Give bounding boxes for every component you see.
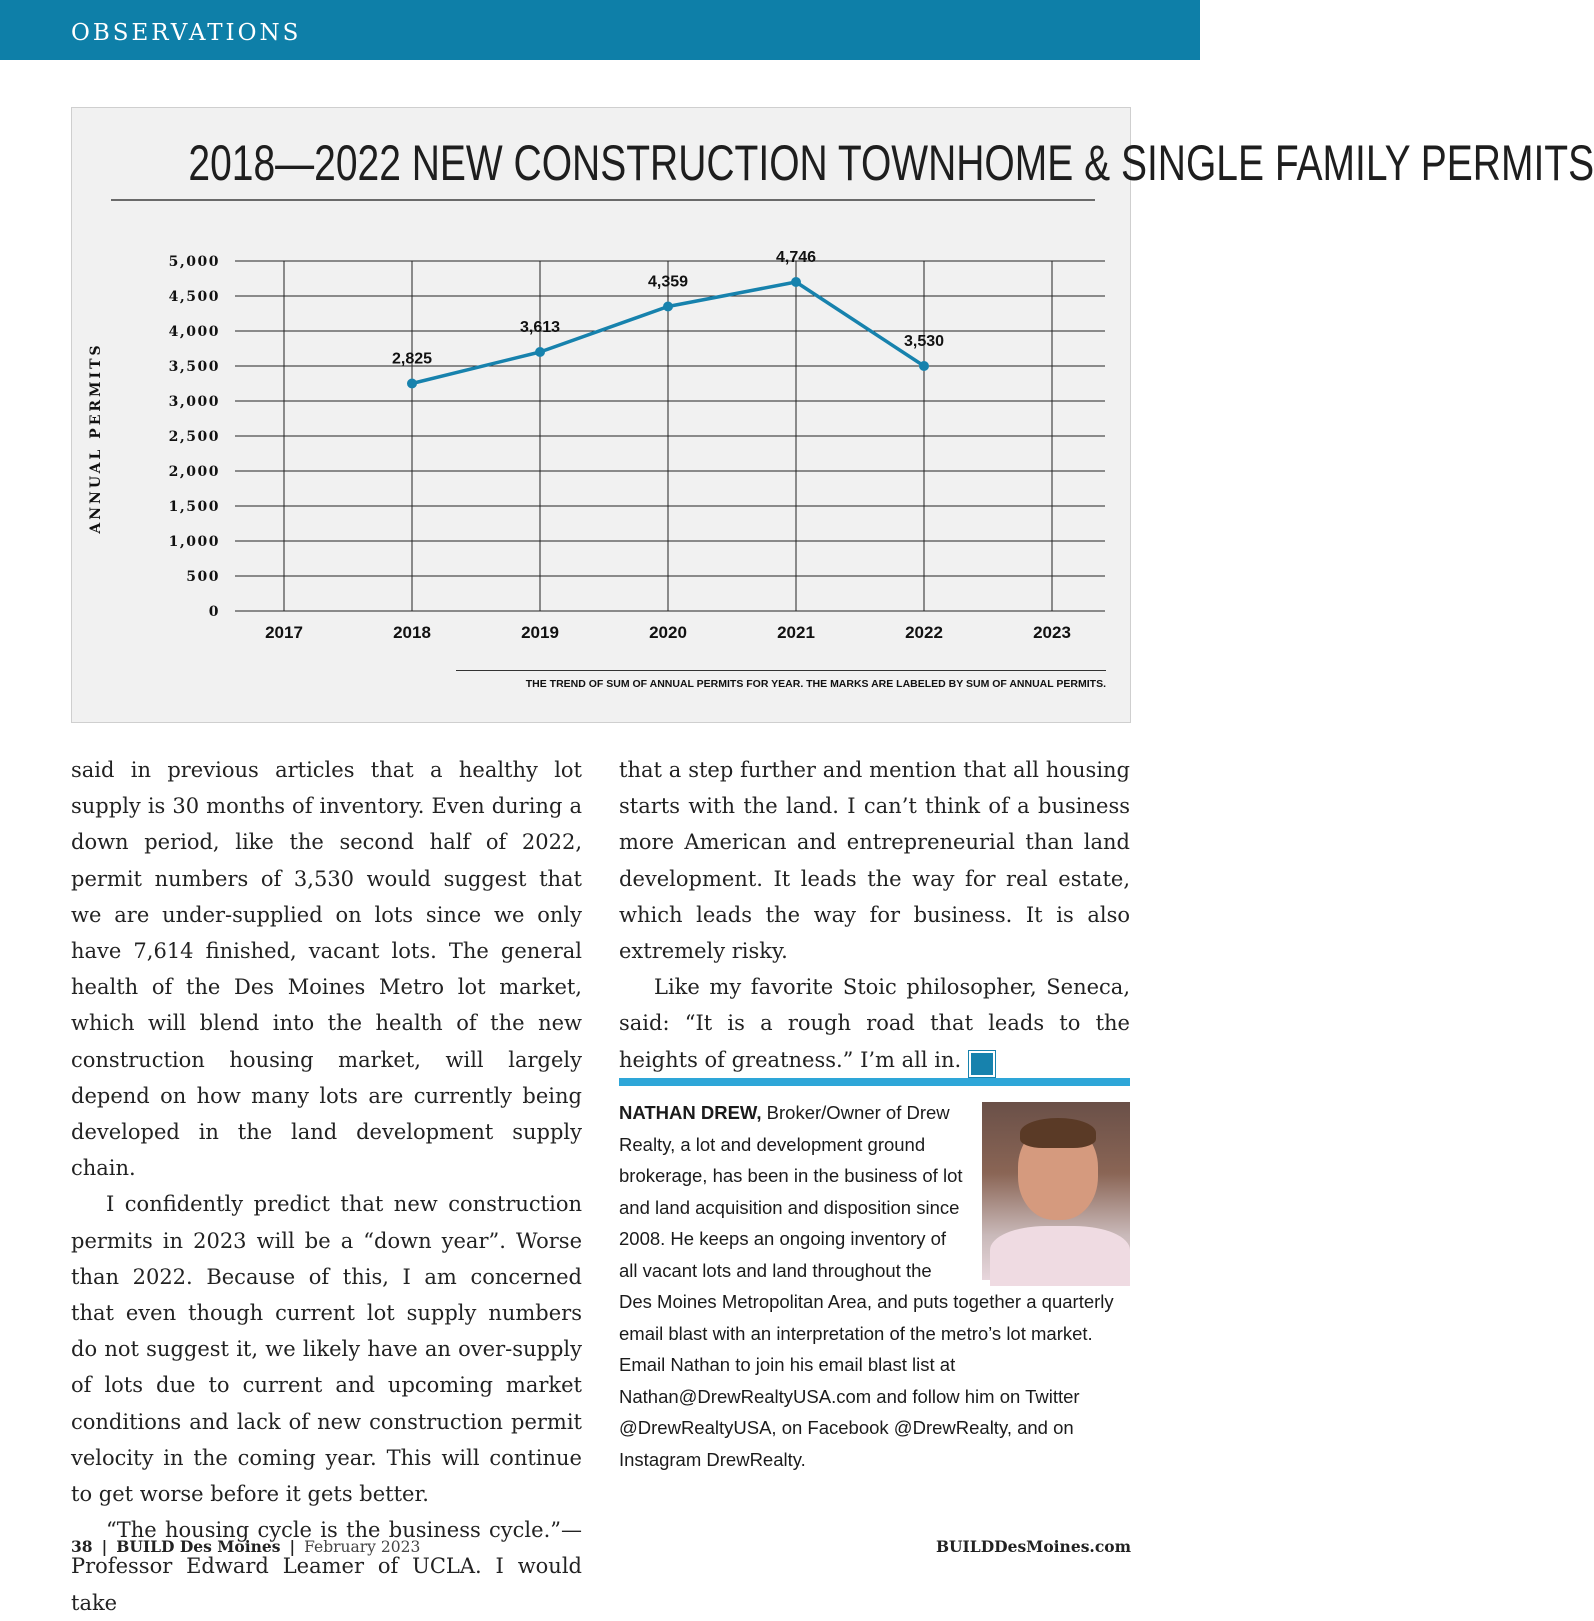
chart-data-point: [663, 302, 673, 312]
chart-title: 2018—2022 NEW CONSTRUCTION TOWNHOME & SINGLE FAMILY PERMITS: [188, 135, 1594, 191]
chart-plot-area: [72, 108, 1594, 722]
chart-data-label: 2,825: [391, 350, 433, 368]
article-column-right: [619, 752, 1130, 1078]
chart-y-tick-label: 5,000: [168, 254, 220, 270]
chart-y-tick-label: 4,000: [168, 324, 220, 340]
chart-data-label: 3,613: [519, 319, 561, 336]
chart-data-point: [407, 379, 417, 389]
author-bio-text: Broker/Owner of Drew Realty, a lot and development ground brokerage, has been in the business of lot and land acquisition and disposition since 2008. He keeps an ongoing inventory of all vacant lots and land throughout the Des Moines Metropolitan Area, and puts together a quarterly email blast with an interpretation of the metro’s lot market. Email Nathan to join his email blast list at Nathan@DrewRealtyUSA.com and follow him on Twitter @DrewRealtyUSA, on Facebook @DrewRealty, and on Instagram DrewRealty.: [619, 1102, 1114, 1470]
chart-data-label: 4,359: [647, 273, 689, 291]
article-paragraph: “The housing cycle is the business cycle.”—Professor Edward Leamer of UCLA. I would take: [71, 1518, 582, 1615]
chart-x-tick-label: 2018: [393, 623, 431, 642]
chart-data-label: 4,746: [775, 249, 817, 266]
website-link[interactable]: BUILDDesMoines.com: [935, 1537, 1131, 1556]
author-bio: [619, 1097, 1130, 1475]
chart-y-tick-label: 3,500: [168, 359, 220, 375]
chart-data-point: [535, 347, 545, 357]
chart-y-tick-label: 2,000: [168, 464, 220, 480]
chart-y-tick-label: 1,500: [168, 499, 220, 515]
publication-name: BUILD Des Moines: [116, 1537, 281, 1556]
chart-y-tick-label: 1,000: [168, 534, 220, 550]
chart-y-tick-label: 500: [186, 569, 220, 585]
issue-date: February 2023: [304, 1538, 421, 1556]
footer-separator: |: [101, 1537, 108, 1556]
chart-y-tick-label: 2,500: [168, 429, 220, 445]
chart-y-axis-label: ANNUAL PERMITS: [88, 342, 104, 534]
end-of-article-icon: B: [971, 1053, 993, 1075]
article-paragraph: said in previous articles that a healthy lot supply is 30 months of inventory. Even during a down period, like the second half of 2022, permit numbers of 3,530 would suggest that we are under-supplied on lots since we only have 7,614 finished, vacant lots. The general health of the Des Moines Metro lot market, which will blend into the health of the new construction housing market, will largely depend on how many lots are currently being developed in the land development supply chain.: [71, 758, 582, 1181]
article-paragraph: I confidently predict that new construction permits in 2023 will be a “down year”. Worse than 2022. Because of this, I am concerned that even though current lot supply numbers do not suggest it, we likely have an over-supply of lots due to current and upcoming market conditions and lack of new construction permit velocity in the coming year. This will continue to get worse before it gets better.: [71, 1192, 582, 1507]
section-header-bar: [0, 0, 1200, 60]
permits-chart: [71, 107, 1594, 723]
article-paragraph: that a step further and mention that all housing starts with the land. I can’t think of a business more American and entrepreneurial than land development. It leads the way for real estate, which leads the way for business. It is also extremely risky.: [619, 758, 1130, 964]
chart-x-tick-label: 2017: [265, 623, 303, 642]
chart-y-tick-label: 4,500: [168, 289, 220, 305]
chart-data-point: [919, 361, 929, 371]
article-paragraph-text: Like my favorite Stoic philosopher, Seneca, said: “It is a rough road that leads to the heights of greatness.” I’m all in.: [619, 975, 1130, 1072]
article-column-left: [71, 752, 582, 1621]
section-title: OBSERVATIONS: [71, 20, 302, 46]
page-number: 38: [71, 1537, 93, 1556]
chart-caption: THE TREND OF SUM OF ANNUAL PERMITS FOR YEAR. THE MARKS ARE LABELED BY SUM OF ANNUAL PERMITS.: [525, 678, 1106, 690]
chart-x-tick-label: 2020: [649, 623, 687, 642]
chart-x-tick-label: 2021: [777, 623, 815, 642]
article-paragraph-final: [619, 969, 1130, 1078]
chart-y-tick-label: 3,000: [168, 394, 220, 410]
author-photo: [982, 1102, 1130, 1280]
chart-data-label: 3,530: [903, 333, 945, 350]
footer-separator: |: [289, 1537, 296, 1556]
chart-x-tick-label: 2022: [905, 623, 943, 642]
author-name: NATHAN DREW,: [619, 1102, 762, 1123]
chart-y-tick-label: 0: [208, 604, 220, 620]
chart-caption-rule: [456, 670, 1106, 671]
chart-data-point: [791, 277, 801, 287]
chart-x-tick-label: 2023: [1033, 623, 1071, 642]
chart-x-tick-label: 2019: [521, 623, 559, 642]
bio-divider: [619, 1078, 1130, 1086]
